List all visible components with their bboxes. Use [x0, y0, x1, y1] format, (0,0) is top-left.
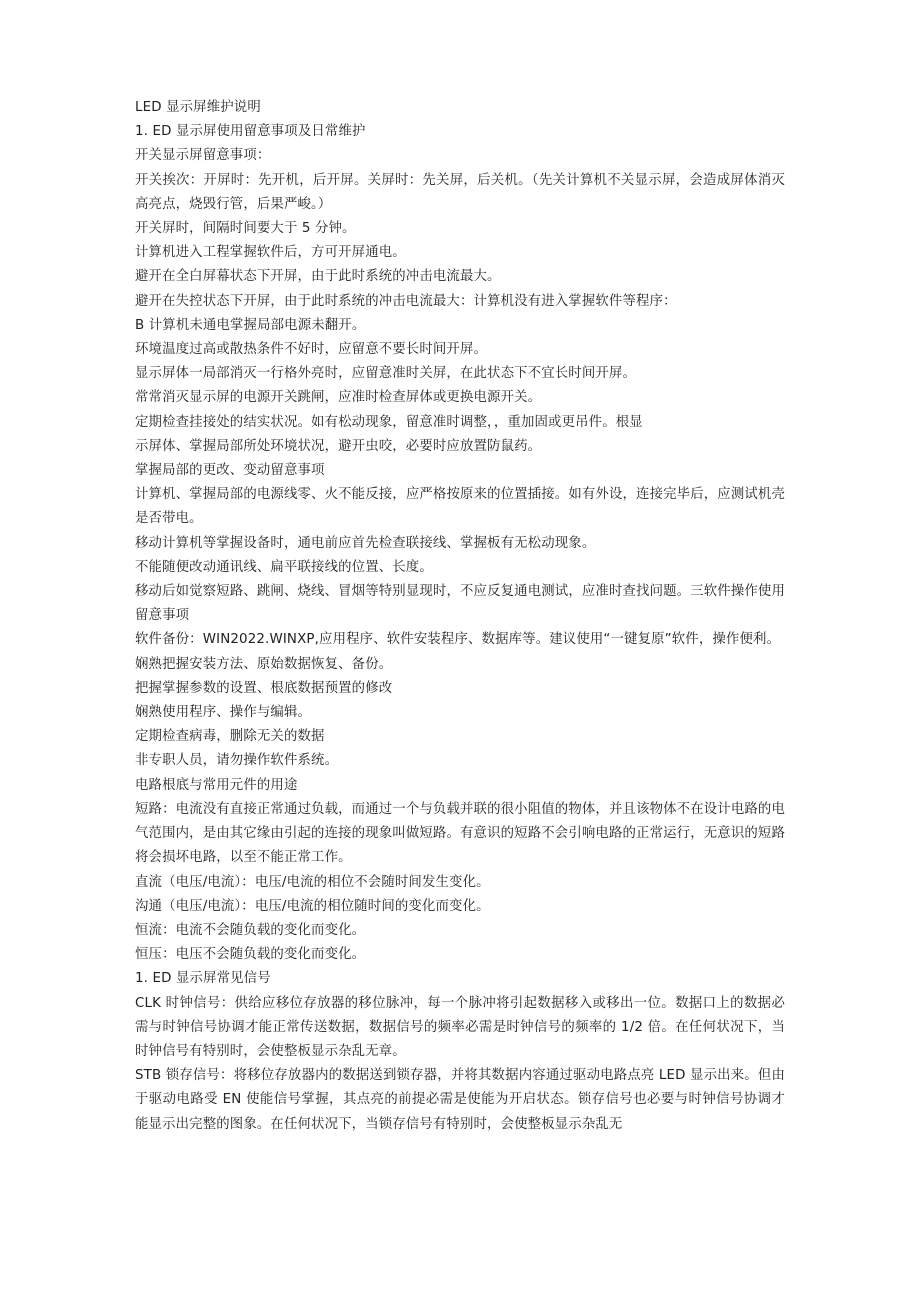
paragraph: 常常消灭显示屏的电源开关跳闸，应准时检查屏体或更换电源开关。 — [135, 390, 542, 406]
section-heading: 1. ED 显示屏使用留意事项及日常维护 — [135, 124, 366, 140]
paragraph: 示屏体、掌握局部所处环境状况，避开虫咬，必要时应放置防鼠药。 — [135, 438, 542, 454]
paragraph: 短路：电流没有直接正常通过负载，而通过一个与负载并联的很小阻值的物体，并且该物体不在设计电路的电气范围内，是由其它缘由引起的连接的现象叫做短路。有意识的短路不会引响电路的正常运行，无意识的短路将会损坏电路，以至不能正常工作。 — [135, 801, 785, 866]
paragraph: 移动计算机等掌握设备时，通电前应首先检查联接线、掌握板有无松动现象。 — [135, 535, 596, 551]
subsection-heading: 掌握局部的更改、变动留意事项 — [135, 463, 325, 479]
paragraph: 软件备份：WIN2022.WINXP,应用程序、软件安装程序、数据库等。建议使用“一键复原”软件，操作便利。 — [135, 632, 781, 648]
paragraph: 直流（电压/电流）：电压/电流的相位不会随时间发生变化。 — [135, 874, 490, 890]
paragraph: 沟通（电压/电流）：电压/电流的相位随时间的变化而变化。 — [135, 898, 490, 914]
section-heading: 1. ED 显示屏常见信号 — [135, 971, 271, 987]
subsection-heading: 电路根底与常用元件的用途 — [135, 777, 298, 793]
paragraph: 定期检查病毒，删除无关的数据 — [135, 729, 325, 745]
paragraph: 计算机进入工程掌握软件后，方可开屏通电。 — [135, 245, 406, 261]
paragraph: 非专职人员，请勿操作软件系统。 — [135, 753, 339, 769]
paragraph: 移动后如觉察短路、跳闸、烧线、冒烟等特别显现时，不应反复通电测试，应准时查找问题。三软件操作使用留意事项 — [135, 584, 785, 624]
paragraph: 不能随便改动通讯线、扁平联接线的位置、长度。 — [135, 559, 433, 575]
subsection-heading: 开关显示屏留意事项： — [135, 148, 271, 164]
document-title: LED 显示屏维护说明 — [135, 100, 261, 115]
paragraph: 娴熟把握安装方法、原始数据恢复、备份。 — [135, 656, 393, 672]
paragraph: CLK 时钟信号：供给应移位存放器的移位脉冲，每一个脉冲将引起数据移入或移出一位。数据口上的数据必需与时钟信号协调才能正常传送数据，数据信号的频率必需是时钟信号的频率的 1/2 倍。在任何状况下，当时钟信号有特别时，会使整板显示杂乱无章。 — [135, 995, 785, 1059]
paragraph: 开关挨次：开屏时：先开机，后开屏。关屏时：先关屏，后关机。（先关计算机不关显示屏，会造成屏体消灭高亮点，烧毁行管，后果严峻。） — [135, 172, 785, 212]
paragraph: 计算机、掌握局部的电源线零、火不能反接，应严格按原来的位置插接。如有外设，连接完毕后，应测试机壳是否带电。 — [135, 487, 785, 527]
paragraph: 把握掌握参数的设置、根底数据预置的修改 — [135, 680, 393, 696]
paragraph: 定期检查挂接处的结实状况。如有松动现象，留意准时调整，，重加固或更吊件。根显 — [135, 414, 643, 430]
paragraph: 显示屏体一局部消灭一行格外亮时，应留意准时关屏，在此状态下不宜长时间开屏。 — [135, 366, 637, 382]
paragraph: 恒压：电压不会随负载的变化而变化。 — [135, 947, 366, 963]
paragraph: 避开在全白屏幕状态下开屏，由于此时系统的冲击电流最大。 — [135, 269, 501, 285]
paragraph: STB 锁存信号：将移位存放器内的数据送到锁存器，并将其数据内容通过驱动电路点亮 LED 显示出来。但由于驱动电路受 EN 使能信号掌握，其点亮的前提必需是使能为开启状态。锁存信号也必要与时钟信号协调才能显示出完整的图象。在任何状况下，当锁存信号有特别时，会使整板显示杂乱无 — [135, 1068, 785, 1132]
paragraph: B 计算机未通电掌握局部电源未翻开。 — [135, 317, 366, 333]
document-body — [135, 96, 785, 1137]
paragraph: 开关屏时，间隔时间要大于 5 分钟。 — [135, 221, 356, 237]
paragraph: 环境温度过高或散热条件不好时，应留意不要长时间开屏。 — [135, 342, 488, 358]
paragraph: 恒流：电流不会随负载的变化而变化。 — [135, 922, 366, 938]
paragraph: 避开在失控状态下开屏，由于此时系统的冲击电流最大：计算机没有进入掌握软件等程序： — [135, 293, 677, 309]
paragraph: 娴熟使用程序、操作与编辑。 — [135, 705, 312, 721]
